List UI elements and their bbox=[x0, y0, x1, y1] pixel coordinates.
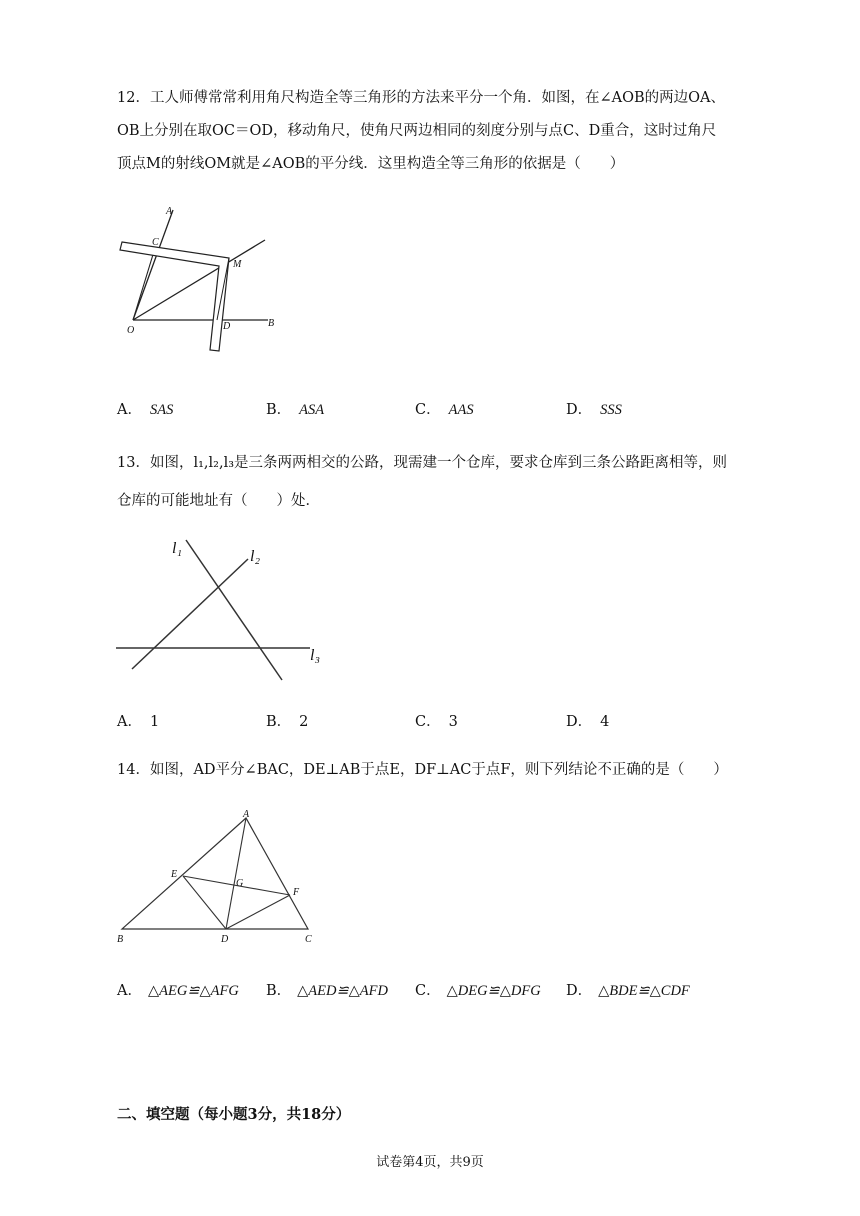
q12-ray-oa bbox=[133, 210, 173, 320]
q14-option-c bbox=[415, 979, 541, 1000]
q14-line-1: 14．如图，AD平分∠BAC，DE⊥AB于点E，DF⊥AC于点F，则下列结论不正确的是（ ） bbox=[117, 762, 728, 778]
q14-option-b bbox=[266, 979, 388, 1000]
q12-option-b bbox=[266, 398, 324, 419]
q13-figure bbox=[112, 532, 332, 682]
q12-label-b: B bbox=[268, 318, 275, 329]
q13-option-d bbox=[566, 710, 609, 731]
q12-label-m: M bbox=[233, 259, 242, 270]
q12-option-d bbox=[566, 398, 622, 419]
q14-option-c-text: △DEG≌△DFG bbox=[446, 983, 541, 999]
q13-option-c-text: 3 bbox=[448, 714, 458, 730]
q13-label-l1: l₁ bbox=[172, 540, 183, 557]
q14-option-a bbox=[117, 979, 239, 1000]
q13-option-a-letter: A． bbox=[117, 714, 142, 730]
q12-label-a: A bbox=[166, 206, 173, 217]
q14-segment-de bbox=[183, 876, 226, 929]
q12-option-c-text: AAS bbox=[448, 402, 474, 418]
q12-line-2: OB上分别在取OC＝OD，移动角尺，使角尺两边相同的刻度分别与点C、D重合，这时过角尺 bbox=[117, 123, 717, 139]
q13-option-b-letter: B． bbox=[266, 714, 292, 730]
q14-label-a: A bbox=[243, 809, 250, 820]
q13-option-d-letter: D． bbox=[566, 714, 593, 730]
q13-line-1: 13．如图，l₁,l₂,l₃是三条两两相交的公路，现需建一个仓库，要求仓库到三条公路距离相等，则 bbox=[117, 455, 728, 471]
q13-label-l2: l₂ bbox=[250, 548, 261, 565]
section-2-heading: 二、填空题（每小题3分，共18分） bbox=[117, 1106, 351, 1123]
q14-segment-df bbox=[226, 895, 290, 929]
q12-label-o: O bbox=[127, 325, 135, 336]
q14-segment-ad bbox=[226, 818, 246, 929]
page-footer: 试卷第4页，共9页 bbox=[376, 1155, 484, 1170]
q13-option-a-text: 1 bbox=[149, 714, 160, 730]
q12-line-1: 12．工人师傅常常利用角尺构造全等三角形的方法来平分一个角．如图，在∠AOB的两边OA、 bbox=[117, 90, 725, 106]
q14-triangle-abc bbox=[122, 818, 308, 929]
q13-option-a bbox=[117, 710, 159, 731]
q12-option-c-letter: C． bbox=[415, 402, 441, 418]
q12-label-c: C bbox=[152, 237, 159, 248]
q13-option-c-letter: C． bbox=[415, 714, 441, 730]
q14-option-a-text: △AEG≌△AFG bbox=[147, 983, 239, 999]
q13-line-2: 仓库的可能地址有（ ）处． bbox=[117, 493, 320, 509]
q12-option-d-text: SSS bbox=[600, 402, 622, 418]
q14-label-f: F bbox=[293, 887, 300, 898]
q13-option-b bbox=[266, 710, 308, 731]
q13-road-l1 bbox=[186, 540, 282, 680]
q14-label-d: D bbox=[221, 934, 229, 945]
q12-option-c bbox=[415, 398, 474, 419]
q14-option-b-text: △AED≌△AFD bbox=[297, 983, 388, 999]
q13-road-l2 bbox=[132, 559, 248, 669]
q12-label-d: D bbox=[223, 321, 231, 332]
q12-line-3: 顶点M的射线OM就是∠AOB的平分线．这里构造全等三角形的依据是（ ） bbox=[117, 156, 625, 172]
q14-label-g: G bbox=[236, 878, 244, 889]
q13-option-d-text: 4 bbox=[600, 714, 610, 730]
q14-option-d-letter: D． bbox=[566, 983, 593, 999]
q12-carpenter-square bbox=[120, 242, 229, 351]
q13-option-c bbox=[415, 710, 458, 731]
q14-option-b-letter: B． bbox=[266, 983, 292, 999]
q12-option-a-text: SAS bbox=[149, 402, 174, 418]
q13-option-b-text: 2 bbox=[299, 714, 309, 730]
q12-option-a-letter: A． bbox=[117, 402, 142, 418]
q14-figure bbox=[112, 805, 332, 945]
q13-label-l3: l₃ bbox=[310, 647, 321, 664]
q14-option-c-letter: C． bbox=[415, 983, 441, 999]
q12-option-b-letter: B． bbox=[266, 402, 292, 418]
q14-option-a-letter: A． bbox=[117, 983, 142, 999]
q14-option-d bbox=[566, 979, 690, 1000]
q12-option-a bbox=[117, 398, 173, 419]
q14-label-e: E bbox=[171, 869, 178, 880]
q14-option-d-text: △BDE≌△CDF bbox=[598, 983, 690, 999]
q12-option-d-letter: D． bbox=[566, 402, 593, 418]
q12-figure bbox=[115, 200, 285, 360]
q14-label-c: C bbox=[305, 934, 312, 945]
q14-label-b: B bbox=[117, 934, 124, 945]
q12-option-b-text: ASA bbox=[299, 402, 325, 418]
